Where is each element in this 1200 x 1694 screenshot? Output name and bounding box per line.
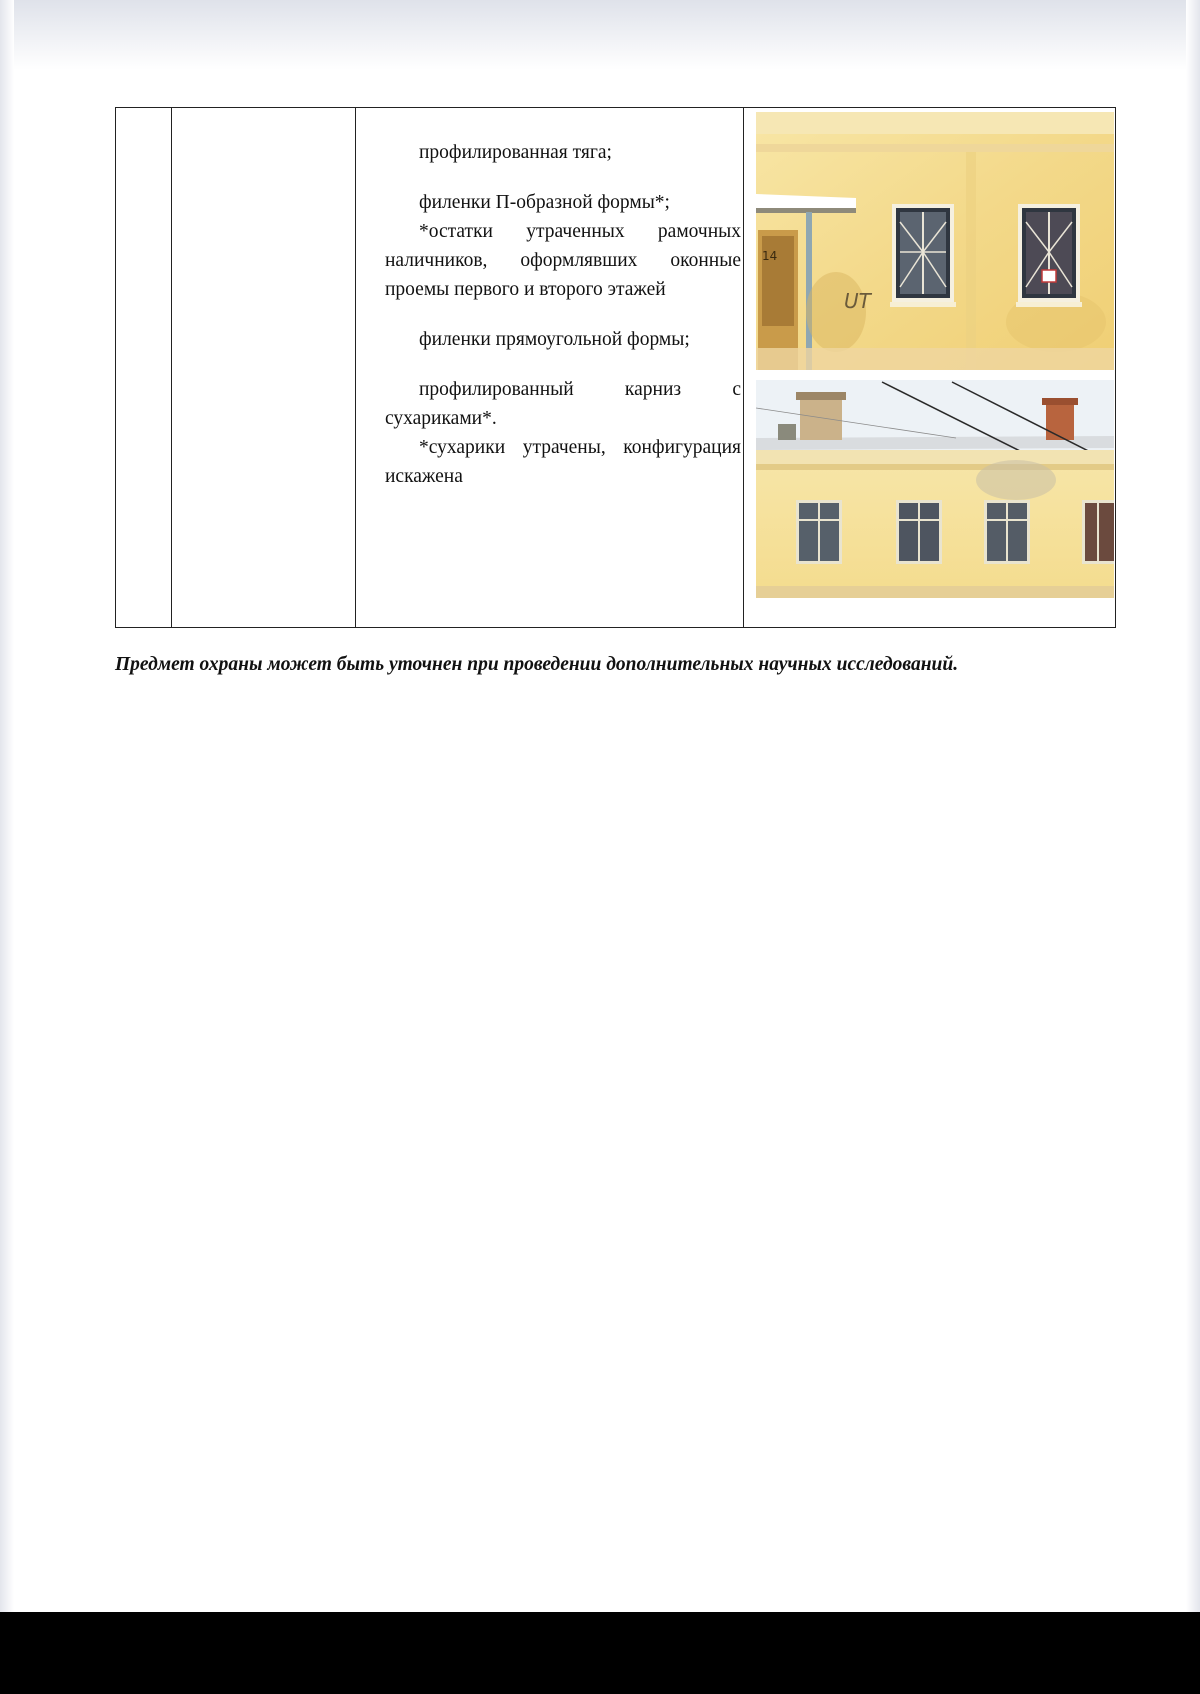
protection-subject-note: Предмет охраны может быть уточнен при проведении дополнительных научных исследований. <box>115 654 959 675</box>
chimney <box>800 398 842 440</box>
facade-photo-windows <box>756 112 1114 370</box>
barred-window-right <box>1016 204 1082 307</box>
scan-shadow-right <box>1186 0 1200 1694</box>
graffiti: UT <box>844 289 871 313</box>
window <box>984 500 1030 564</box>
heritage-table <box>115 107 1116 628</box>
barred-window-left <box>890 204 956 307</box>
description-item: филенки прямоугольной формы; <box>419 329 690 350</box>
scan-shadow-left <box>0 0 14 1694</box>
description-cell <box>370 108 755 627</box>
description-note: *остатки утраченных рамочных наличников, оформлявших оконные проемы первого и второго этажей <box>385 221 741 300</box>
cornice-band <box>756 112 1114 134</box>
door-number: 14 <box>762 249 778 263</box>
description-item: филенки П-образной формы*; <box>419 192 670 213</box>
profiled-rod <box>756 144 1114 152</box>
description-note: *сухарики утрачены, конфигурация искажена <box>385 437 741 487</box>
scan-border-bottom <box>0 1612 1200 1694</box>
table-column-divider <box>355 108 356 627</box>
profiled-cornice <box>756 450 1114 464</box>
window <box>796 500 842 564</box>
table-column-divider <box>171 108 172 627</box>
scan-shadow-top <box>0 0 1200 70</box>
chimney <box>1046 404 1074 440</box>
description-item: профилированный карниз с сухариками*. <box>385 379 741 429</box>
window <box>1082 500 1114 564</box>
facade-photo-cornice <box>756 380 1114 598</box>
window <box>896 500 942 564</box>
description-item: профилированная тяга; <box>419 142 612 163</box>
